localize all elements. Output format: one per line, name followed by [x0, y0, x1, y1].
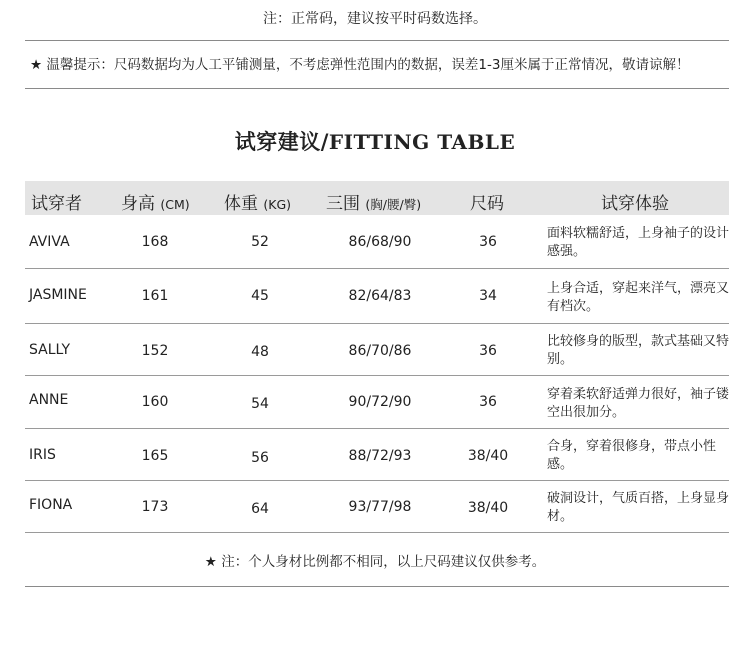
- header-weight-unit: (KG): [263, 197, 292, 212]
- row-divider: [25, 480, 729, 481]
- header-name: 试穿者: [31, 194, 82, 214]
- row-5-size: 38/40: [467, 500, 509, 516]
- table-bottom-divider: [25, 532, 729, 533]
- divider-notice: [25, 88, 729, 89]
- row-0-experience: 面料软糯舒适，上身袖子的设计感强。: [547, 226, 730, 259]
- row-5-measure: 93/77/98: [348, 499, 412, 515]
- header-weight-label: 体重: [224, 194, 258, 214]
- row-4-size: 38/40: [467, 448, 509, 464]
- row-divider: [25, 428, 729, 429]
- row-3-name: ANNE: [29, 392, 69, 408]
- row-1-height: 161: [141, 288, 169, 304]
- row-3-measure: 90/72/90: [348, 394, 412, 410]
- row-4-experience: 合身，穿着很修身，带点小性感。: [547, 439, 717, 472]
- row-4-name: IRIS: [29, 447, 56, 463]
- row-2-measure: 86/70/86: [348, 343, 412, 359]
- top-note: 注：正常码，建议按平时码数选择。: [263, 11, 487, 27]
- row-5-weight: 64: [251, 501, 269, 517]
- row-3-height: 160: [141, 394, 169, 410]
- row-3-experience: 穿着柔软舒适弹力很好，袖子镂空出很加分。: [547, 387, 730, 420]
- header-height-unit: (CM): [160, 197, 190, 212]
- divider-top: [25, 40, 729, 41]
- row-0-height: 168: [141, 234, 169, 250]
- row-2-height: 152: [141, 343, 169, 359]
- row-2-experience: 比较修身的版型，款式基础又特别。: [547, 334, 730, 367]
- page-title: [0, 126, 750, 156]
- row-divider: [25, 323, 729, 324]
- header-height: [121, 189, 190, 214]
- row-5-experience: 破洞设计，气质百搭，上身显身材。: [547, 491, 730, 524]
- row-divider: [25, 375, 729, 376]
- notice-text: ★ 温馨提示：尺码数据均为人工平铺测量，不考虑弹性范围内的数据，误差1-3厘米属于正常情况，敬请谅解！: [30, 57, 690, 73]
- row-4-weight: 56: [251, 450, 269, 466]
- row-1-size: 34: [479, 288, 497, 304]
- header-experience: 试穿体验: [601, 194, 669, 214]
- divider-bottom: [25, 586, 729, 587]
- row-3-weight: 54: [251, 396, 269, 412]
- header-weight: [224, 189, 291, 214]
- row-0-weight: 52: [251, 234, 269, 250]
- title-zh: 试穿建议/: [234, 130, 329, 154]
- row-1-measure: 82/64/83: [348, 288, 412, 304]
- row-5-name: FIONA: [29, 497, 73, 513]
- header-size: 尺码: [470, 194, 504, 214]
- header-measure-label: 三围: [326, 194, 360, 214]
- header-measure-unit: (胸/腰/臀): [365, 197, 422, 212]
- row-0-size: 36: [479, 234, 497, 250]
- row-0-name: AVIVA: [29, 234, 70, 250]
- header-height-label: 身高: [121, 194, 155, 214]
- row-2-name: SALLY: [29, 342, 71, 358]
- row-2-weight: 48: [251, 344, 269, 360]
- row-1-weight: 45: [251, 288, 269, 304]
- row-1-name: JASMINE: [29, 287, 87, 303]
- row-divider: [25, 268, 729, 269]
- row-3-size: 36: [479, 394, 497, 410]
- row-4-height: 165: [141, 448, 169, 464]
- row-1-experience: 上身合适，穿起来洋气，漂亮又有档次。: [547, 281, 730, 314]
- row-5-height: 173: [141, 499, 169, 515]
- row-2-size: 36: [479, 343, 497, 359]
- footer-note: ★ 注：个人身材比例都不相同，以上尺码建议仅供参考。: [204, 554, 546, 570]
- row-4-measure: 88/72/93: [348, 448, 412, 464]
- header-measure: [326, 189, 421, 214]
- row-0-measure: 86/68/90: [348, 234, 412, 250]
- title-en: FITTING TABLE: [328, 130, 516, 154]
